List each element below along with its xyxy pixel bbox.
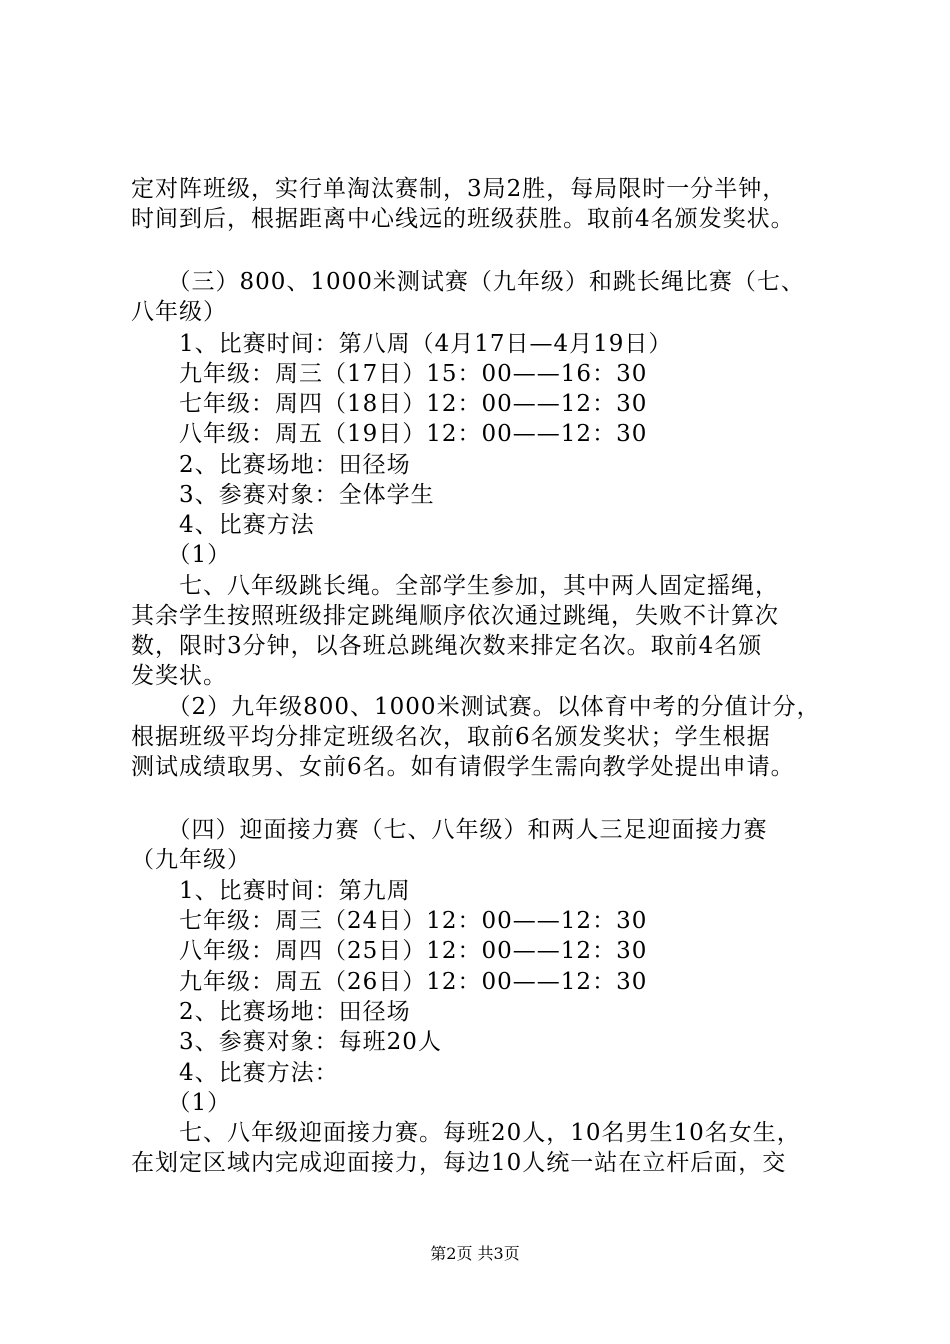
text-line: 数，限时3分钟，以各班总跳绳次数来排定名次。取前4名颁	[131, 633, 763, 659]
text-line: （2）九年级800、1000米测试赛。以体育中考的分值计分，	[131, 694, 821, 720]
text-line: 1、比赛时间：第九周	[131, 878, 411, 904]
text-line: 其余学生按照班级排定跳绳顺序依次通过跳绳，失败不计算次	[131, 603, 779, 629]
text-line: 2、比赛场地：田径场	[131, 452, 411, 478]
text-line: 九年级：周五（26日）12：00——12：30	[131, 969, 648, 995]
text-line: 八年级：周五（19日）12：00——12：30	[131, 421, 648, 447]
text-line: 时间到后，根据距离中心线远的班级获胜。取前4名颁发奖状。	[131, 206, 795, 232]
section-heading: 八年级）	[131, 299, 227, 325]
page-footer: 第2页 共3页	[430, 1244, 520, 1263]
text-line: 八年级：周四（25日）12：00——12：30	[131, 938, 648, 964]
text-line: 2、比赛场地：田径场	[131, 999, 411, 1025]
text-line: 测试成绩取男、女前6名。如有请假学生需向教学处提出申请。	[131, 754, 795, 780]
text-line: 七年级：周四（18日）12：00——12：30	[131, 391, 648, 417]
section-heading: （九年级）	[131, 847, 251, 873]
text-line: 七、八年级跳长绳。全部学生参加，其中两人固定摇绳，	[131, 573, 779, 599]
text-line: 1、比赛时间：第八周（4月17日—4月19日）	[131, 331, 673, 357]
text-line: 4、比赛方法：	[131, 1060, 339, 1086]
text-line: 发奖状。	[131, 663, 227, 689]
section-heading: （三）800、1000米测试赛（九年级）和跳长绳比赛（七、	[131, 269, 805, 295]
text-line: 3、参赛对象：全体学生	[131, 482, 435, 508]
text-line: 根据班级平均分排定班级名次，取前6名颁发奖状；学生根据	[131, 724, 771, 750]
text-line: 七、八年级迎面接力赛。每班20人，10名男生10名女生，	[131, 1120, 801, 1146]
text-line: 定对阵班级，实行单淘汰赛制，3局2胜，每局限时一分半钟，	[131, 176, 787, 202]
section-heading: （四）迎面接力赛（七、八年级）和两人三足迎面接力赛	[131, 817, 768, 843]
text-line: （1）	[131, 1090, 232, 1116]
text-line: （1）	[131, 542, 232, 568]
text-line: 3、参赛对象：每班20人	[131, 1029, 442, 1055]
text-line: 4、比赛方法	[131, 512, 315, 538]
text-line: 在划定区域内完成迎面接力，每边10人统一站在立杆后面，交	[131, 1150, 787, 1176]
text-line: 九年级：周三（17日）15：00——16：30	[131, 361, 648, 387]
text-line: 七年级：周三（24日）12：00——12：30	[131, 908, 648, 934]
